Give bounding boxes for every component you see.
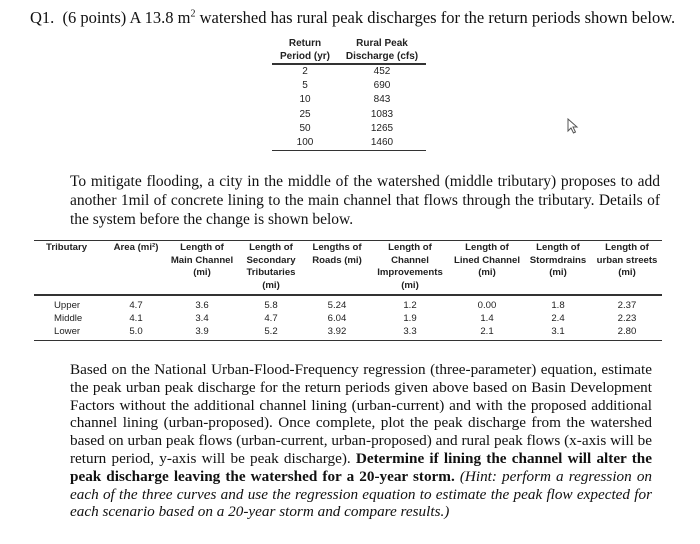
instructions-hint-text: (Hint: perform a regression on each of the three curves and use the regression equation to estimate the peak flow expected for each scenario based on a 20-year storm and compare results.) bbox=[70, 467, 653, 521]
table-cell: 4.7 bbox=[264, 313, 278, 325]
header-tributary bbox=[34, 241, 106, 296]
tributary-name-cell: Lower bbox=[34, 325, 106, 341]
header-line: Length of bbox=[465, 242, 509, 253]
header-line: Channel bbox=[391, 254, 429, 266]
question-superscript: 2 bbox=[190, 8, 196, 20]
table-cell: 0.00 bbox=[477, 300, 497, 312]
header-line: Tributary bbox=[46, 242, 88, 253]
return-period-cell: 25 bbox=[299, 108, 311, 120]
rural-table-header-row bbox=[272, 38, 426, 64]
discharge-cell: 1460 bbox=[338, 136, 426, 151]
question-text-after-sup: watershed has rural peak discharges for the return periods shown below. bbox=[195, 8, 676, 27]
instructions-bold-text: Determine if lining the channel will alter the peak discharge leaving the watershed for a 20-year storm. bbox=[70, 449, 652, 485]
table-cell: 6.04 bbox=[327, 313, 347, 325]
header-line: (mi) bbox=[262, 279, 280, 291]
table-row bbox=[34, 312, 662, 325]
header-roads bbox=[304, 241, 370, 296]
header-secondary-tributaries bbox=[238, 241, 304, 296]
table-cell: 5.0 bbox=[106, 325, 166, 341]
header-area bbox=[106, 241, 166, 296]
tributary-name-cell: Middle bbox=[54, 313, 83, 325]
return-period-cell: 10 bbox=[299, 94, 311, 106]
table-row bbox=[272, 64, 426, 79]
table-row bbox=[272, 136, 426, 151]
header-line: (mi) bbox=[618, 267, 636, 279]
tributary-name-cell: Upper bbox=[54, 300, 81, 312]
table-cell: 3.1 bbox=[524, 325, 592, 341]
header-line: Length of bbox=[249, 242, 293, 253]
instructions-text: Based on the National Urban-Flood-Frequency regression (three-parameter) equation, estimate the peak urban peak discharge for the return periods given above based on Basin Development Factors without the additional channel lining (urban-current) and with the proposed additional channel lining (urban-proposed). Once complete, plot the peak discharge from the watershed based on urban peak flows (urban-current, urban-proposed) and rural peak flows (x-axis will be return period, y-axis will be peak discharge). bbox=[70, 361, 652, 467]
header-urban-streets bbox=[592, 241, 662, 296]
header-line: (mi) bbox=[193, 267, 211, 279]
table-cell: 2.1 bbox=[450, 325, 524, 341]
header-line: Length of bbox=[536, 242, 580, 253]
table-cell: 1.9 bbox=[403, 313, 417, 325]
table-row bbox=[34, 325, 662, 341]
table-cell: 3.3 bbox=[370, 325, 450, 341]
table-cell: 2.4 bbox=[551, 313, 565, 325]
table-cell: 4.7 bbox=[129, 300, 143, 312]
header-line: Improvements bbox=[377, 267, 443, 279]
table-cell: 1.2 bbox=[403, 300, 417, 312]
question-header bbox=[30, 8, 680, 28]
question-points: (6 points) bbox=[62, 8, 127, 27]
header-line: (mi) bbox=[549, 267, 567, 279]
header-line: Area (mi²) bbox=[113, 242, 159, 253]
discharge-cell: 452 bbox=[373, 66, 391, 77]
table-cell: 5.2 bbox=[238, 325, 304, 341]
header-line: Main Channel bbox=[170, 254, 234, 266]
table-row bbox=[272, 122, 426, 136]
table-cell: 3.4 bbox=[195, 313, 209, 325]
discharge-cell: 690 bbox=[373, 80, 391, 92]
header-main-channel bbox=[166, 241, 238, 296]
rural-discharge-table bbox=[272, 38, 426, 151]
return-period-cell: 2 bbox=[302, 66, 308, 77]
discharge-cell: 1265 bbox=[370, 122, 394, 134]
header-line: Tributaries bbox=[246, 267, 296, 279]
table-cell: 5.24 bbox=[327, 300, 347, 312]
question-number: Q1. bbox=[30, 8, 55, 27]
table-cell: 2.23 bbox=[617, 313, 637, 325]
header-line: Lined Channel bbox=[453, 254, 521, 266]
header-line: Period (yr) bbox=[279, 50, 330, 62]
table-cell: 4.1 bbox=[129, 313, 143, 325]
header-channel-improvements bbox=[370, 241, 450, 296]
header-line: urban streets bbox=[596, 254, 658, 266]
header-line: Roads (mi) bbox=[312, 254, 362, 266]
table-cell: 2.80 bbox=[592, 325, 662, 341]
question-text-before-sup: A 13.8 m bbox=[129, 8, 191, 27]
header-line: Rural Peak bbox=[356, 38, 408, 49]
header-line: Secondary bbox=[246, 254, 296, 266]
header-line: (mi) bbox=[478, 267, 496, 279]
return-period-cell: 100 bbox=[272, 136, 338, 151]
mouse-cursor-icon bbox=[566, 118, 582, 134]
rural-header-return-period bbox=[272, 38, 338, 64]
return-period-cell: 5 bbox=[302, 80, 308, 92]
tributary-header-row bbox=[34, 241, 662, 296]
discharge-cell: 843 bbox=[373, 94, 391, 106]
table-cell: 1.8 bbox=[551, 300, 565, 312]
header-line: Discharge (cfs) bbox=[345, 50, 419, 62]
return-period-cell: 50 bbox=[299, 122, 311, 134]
table-row bbox=[34, 295, 662, 312]
header-lined-channel bbox=[450, 241, 524, 296]
table-cell: 1.4 bbox=[480, 313, 494, 325]
header-line: Stormdrains bbox=[529, 254, 587, 266]
discharge-cell: 1083 bbox=[370, 108, 394, 120]
header-stormdrains bbox=[524, 241, 592, 296]
table-cell: 3.6 bbox=[195, 300, 209, 312]
table-cell: 2.37 bbox=[617, 300, 637, 312]
header-line: (mi) bbox=[401, 279, 419, 291]
table-cell: 3.92 bbox=[304, 325, 370, 341]
table-cell: 3.9 bbox=[166, 325, 238, 341]
header-line: Return bbox=[288, 38, 322, 49]
table-row bbox=[272, 108, 426, 122]
tributary-table bbox=[34, 240, 662, 341]
instructions-paragraph bbox=[70, 361, 652, 521]
table-row bbox=[272, 93, 426, 107]
rural-header-discharge bbox=[338, 38, 426, 64]
header-line: Lengths of bbox=[312, 242, 362, 253]
table-row bbox=[272, 79, 426, 93]
mitigation-paragraph: To mitigate flooding, a city in the middle of the watershed (middle tributary) proposes to add another 1mil of concrete lining to the main channel that flows through the tributary. Details of the system before the change is shown below. bbox=[70, 173, 660, 228]
header-line: Length of bbox=[605, 242, 649, 253]
header-line: Length of bbox=[180, 242, 224, 253]
table-cell: 5.8 bbox=[264, 300, 278, 312]
header-line: Length of bbox=[388, 242, 432, 253]
